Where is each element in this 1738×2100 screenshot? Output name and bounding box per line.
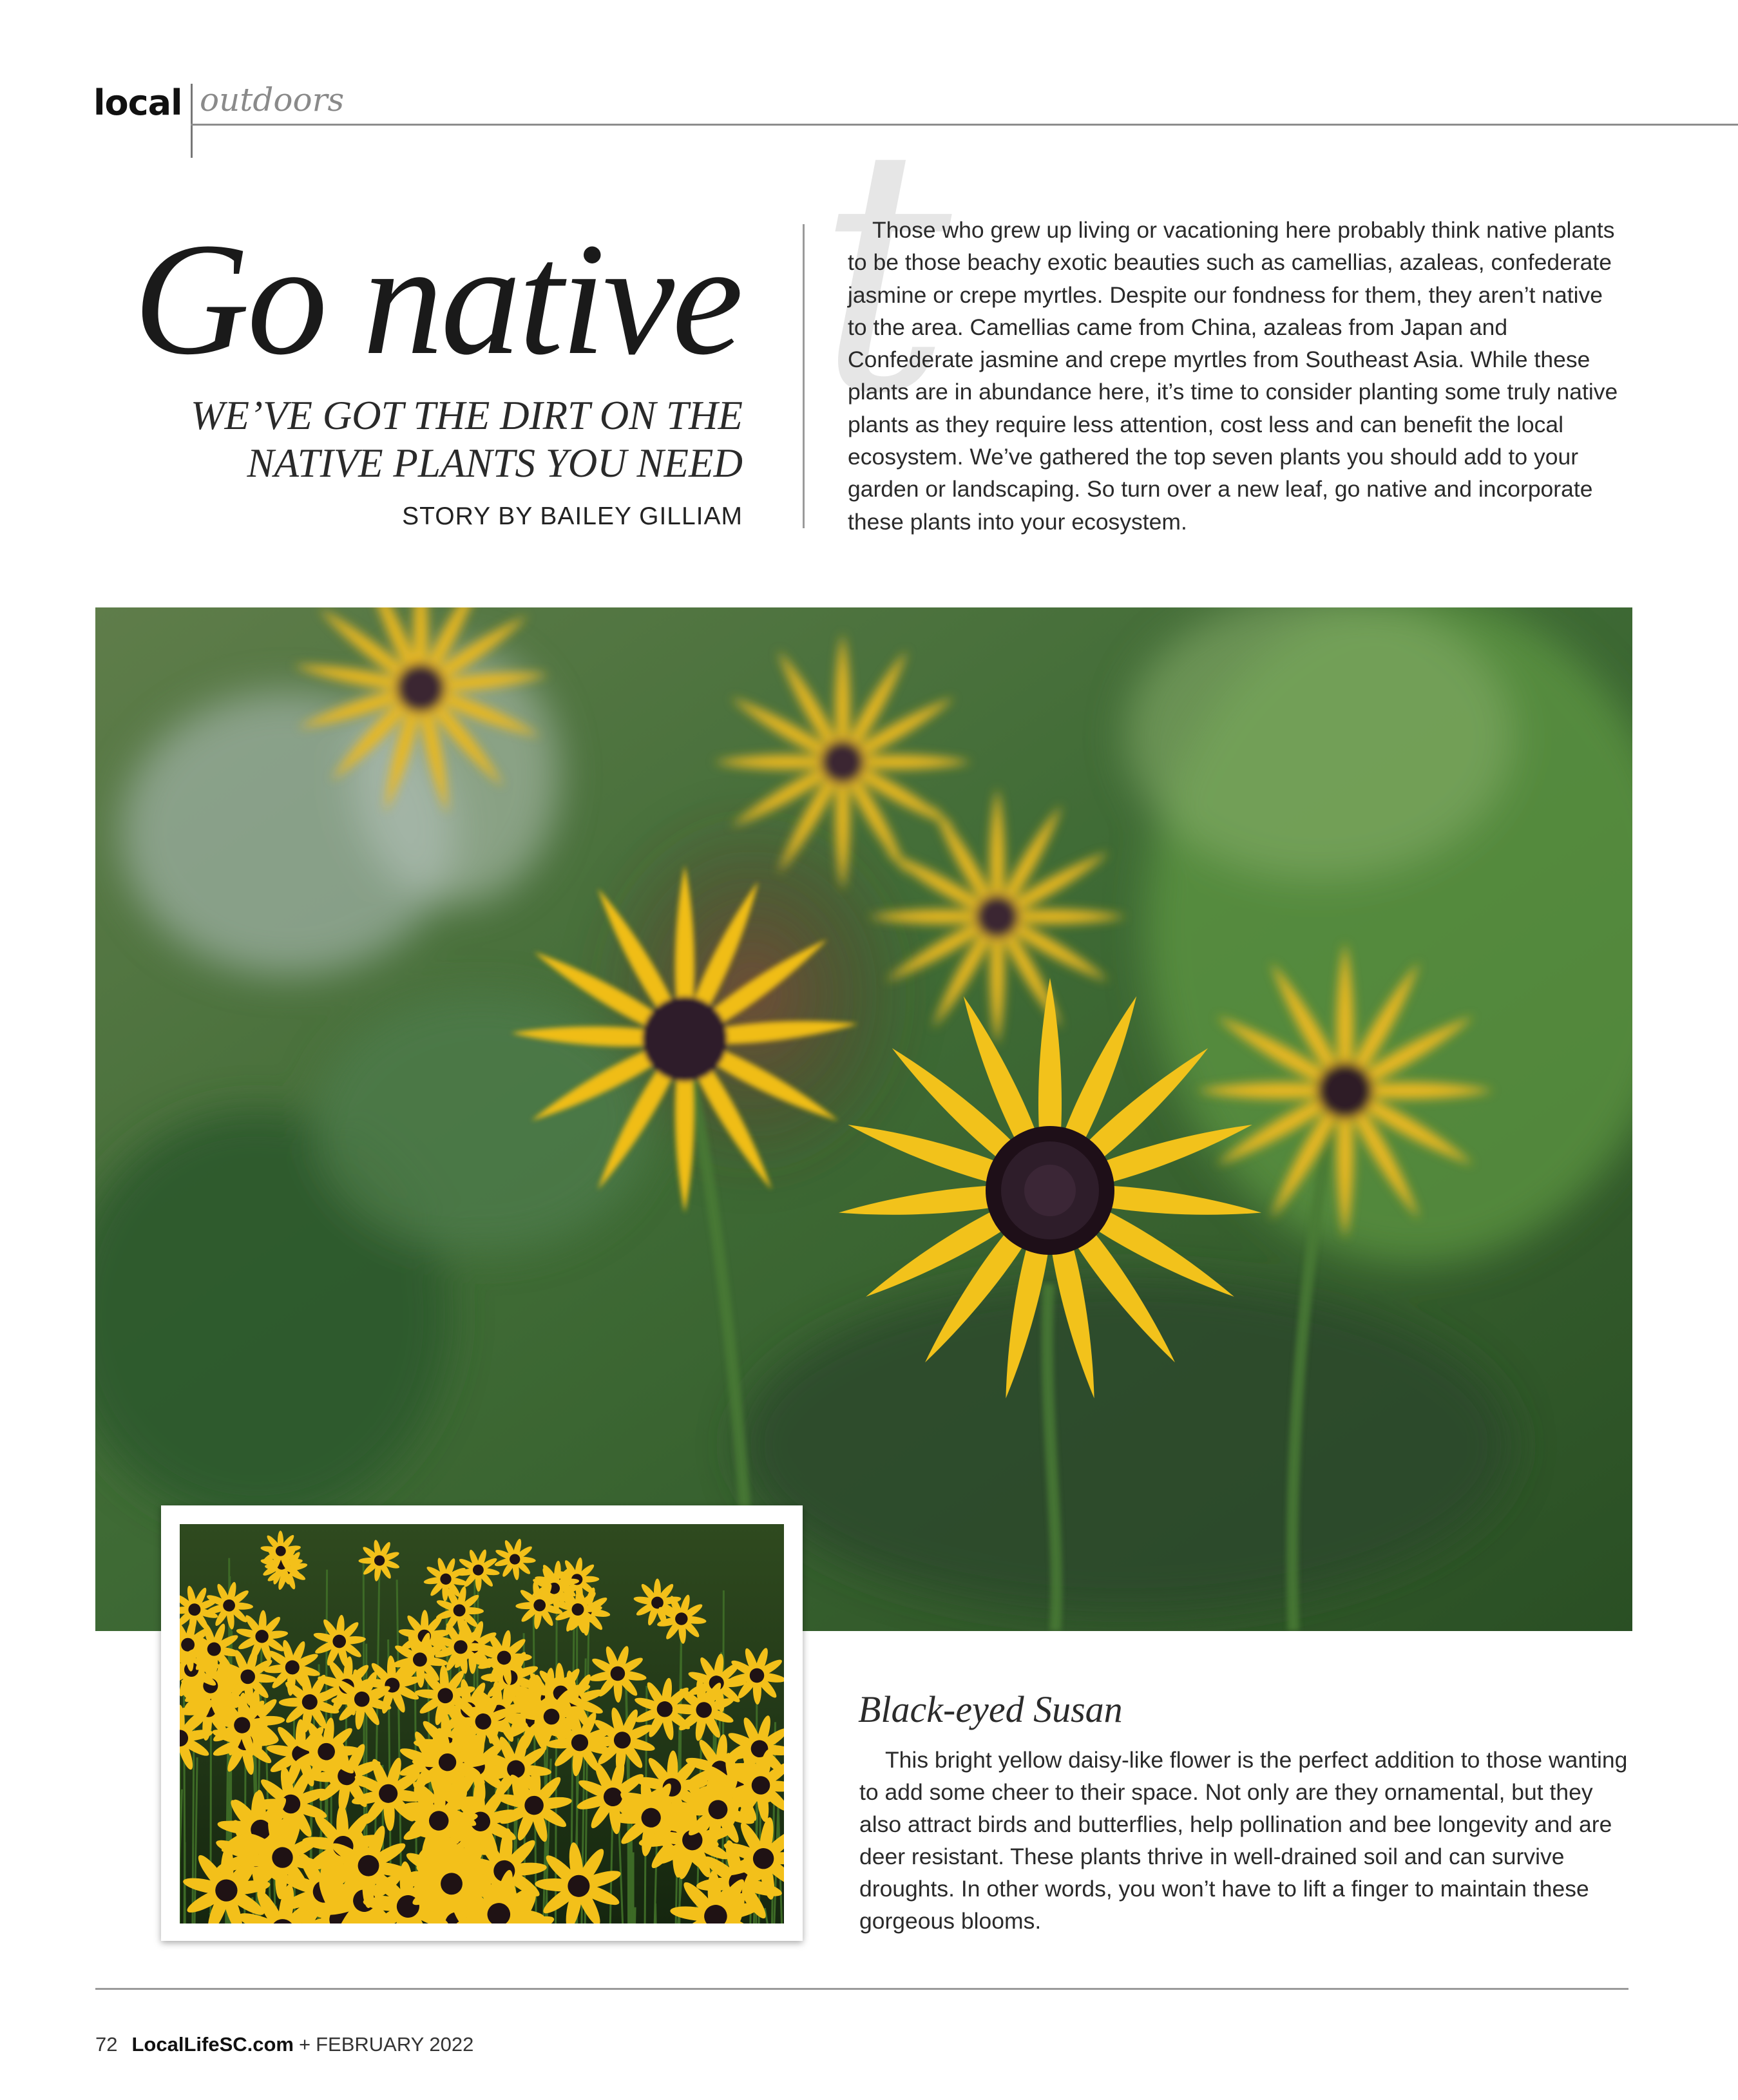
section-brand: local [93, 82, 182, 123]
footer-rule [95, 1988, 1628, 1990]
article-byline: STORY BY BAILEY GILLIAM [402, 502, 743, 530]
footer-issue: FEBRUARY 2022 [316, 2033, 474, 2056]
article-title: Go native [133, 210, 741, 388]
inset-photo-flower-field [180, 1524, 784, 1923]
inset-photo-frame [161, 1505, 803, 1941]
main-photo-black-eyed-susans [95, 607, 1632, 1631]
article-subtitle: WE’VE GOT THE DIRT ON THE NATIVE PLANTS YOU NEED [191, 393, 743, 486]
drop-cap: t [817, 77, 951, 467]
footer-separator: + [298, 2033, 311, 2056]
feature-body: This bright yellow daisy-like flower is the perfect addition to those wanting to add some cheer to their space. Not only are they ornamental, but they also attract birds and butterflies, help pollination and bee longevity and are deer resistant. These plants thrive in well-drained soil and can survive droughts. In other words, you won’t have to lift a finger to maintain these gorgeous blooms. [859, 1747, 1628, 1934]
page-footer [95, 2033, 473, 2056]
page-number: 72 [95, 2033, 118, 2056]
section-divider [191, 84, 193, 158]
section-name: outdoors [200, 81, 345, 119]
footer-site-link[interactable]: LocalLifeSC.com [131, 2033, 294, 2056]
column-divider [803, 224, 805, 528]
article-intro: Those who grew up living or vacationing here probably think native plants to be those beachy exotic beauties such as camellias, azaleas, confederate jasmine or crepe myrtles. Despite our fondness for them, they aren’t native to the area. Camellias came from China, azaleas from Japan and Confederate jasmine and crepe myrtles from Southeast Asia. While these plants are in abundance here, it’s time to consider planting some truly native plants as they require less attention, cost less and can benefit the local ecosystem. We’ve gathered the top seven plants you should add to your garden or landscaping. So turn over a new leaf, go native and incorporate these plants into your ecosystem. [848, 217, 1618, 535]
feature-heading: Black-eyed Susan [858, 1688, 1123, 1730]
header-rule [191, 124, 1738, 126]
